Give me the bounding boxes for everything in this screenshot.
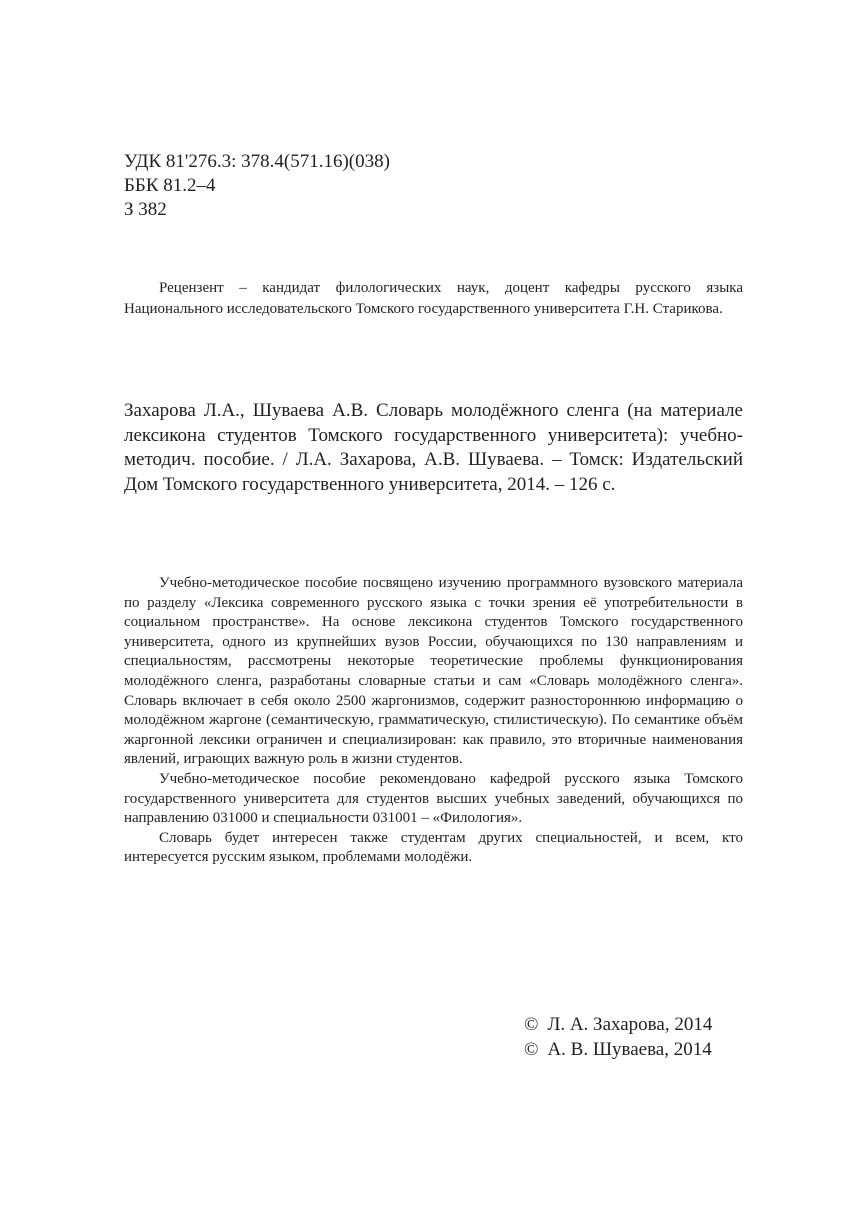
annotation xyxy=(124,574,743,868)
bibliographic-authors: Захарова Л.А., Шуваева А.В. xyxy=(124,400,369,421)
copyright-holder-1: Л. А. Захарова, 2014 xyxy=(547,1014,713,1035)
copyright-line-1 xyxy=(524,1012,712,1037)
copyright-symbol: © xyxy=(524,1039,539,1060)
udk-code: УДК 81'276.3: 378.4(571.16)(038) xyxy=(124,151,390,172)
reviewer-note: Рецензент – кандидат филологических наук, доцент кафедры русского языка Национального исследовательского Томского государственного университета Г.Н. Старикова. xyxy=(124,280,743,317)
copyright-symbol: © xyxy=(524,1014,539,1035)
copyright-block xyxy=(524,1012,712,1062)
bibliographic-text: Словарь молодёжного сленга (на материале лексикона студентов Томского государственного университета): учебно-методич. пособие. / Л.А. Захарова, А.В. Шуваева. – Томск: Издательский Дом Томского государственного университета, 2014. – 126 с. xyxy=(124,400,743,495)
bbk-code: ББК 81.2–4 xyxy=(124,175,216,196)
annotation-paragraph-2: Учебно-методическое пособие рекомендовано кафедрой русского языка Томского государственного университета для студентов высших учебных заведений, обучающихся по направлению 031000 и специальности 031001 – «Филология». xyxy=(124,770,743,827)
copyright-line-2 xyxy=(524,1037,712,1062)
author-mark: З 382 xyxy=(124,199,167,220)
copyright-holder-2: А. В. Шуваева, 2014 xyxy=(547,1039,712,1060)
bibliographic-record xyxy=(124,399,743,497)
classification-codes xyxy=(124,150,743,222)
annotation-paragraph-1: Учебно-методическое пособие посвящено изучению программного вузовского материала по разделу «Лексика современного русского языка с точки зрения её употребительности в социальном пространстве». На основе лексикона студентов Томского государственного университета, одного из крупнейших вузов России, обучающихся по 130 направлениям и специальностям, рассмотрены некоторые теоретические проблемы функционирования молодёжного сленга, разработаны словарные статьи и сам «Словарь молодёжного сленга». Словарь включает в себя около 2500 жаргонизмов, содержит разностороннюю информацию о молодёжном жаргоне (семантическую, грамматическую, стилистическую). По семантике объём жаргонной лексики ограничен и специализирован: как правило, это вторичные наименования явлений, играющих важную роль в жизни студентов. xyxy=(124,575,743,768)
annotation-paragraph-3: Словарь будет интересен также студентам других специальностей, и всем, кто интересуется русским языком, проблемами молодёжи. xyxy=(124,829,743,866)
